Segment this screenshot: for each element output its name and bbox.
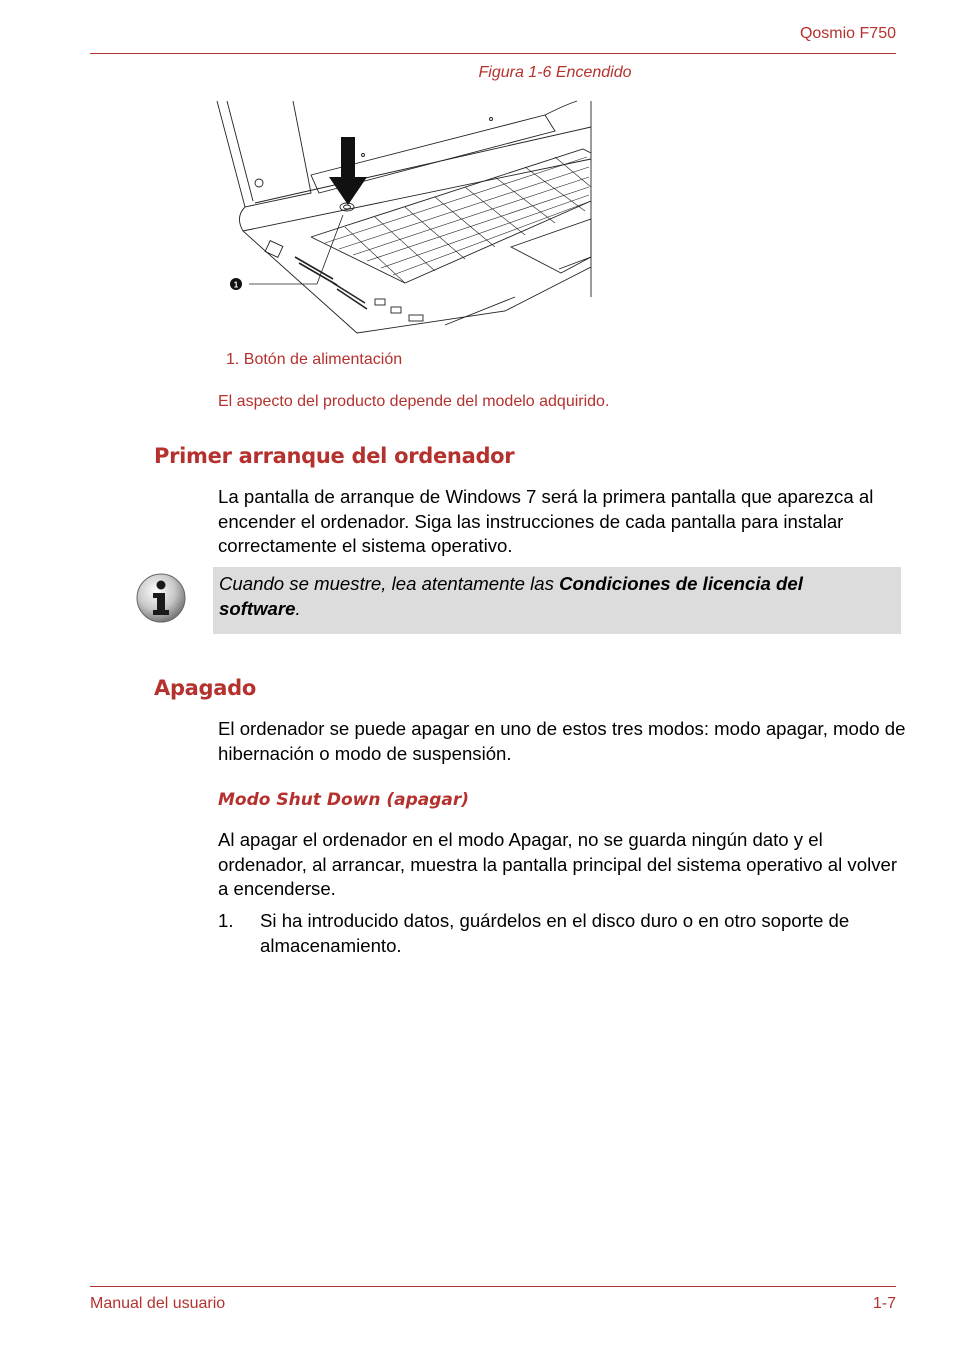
shutdown-mode-paragraph: Al apagar el ordenador en el modo Apagar, no se guarda ningún dato y el ordenador, al arrancar, muestra la pantalla principal del sistema operativo al volver a encenderse. — [218, 829, 898, 899]
info-icon — [133, 570, 189, 626]
footer-page-number: 1-7 — [872, 1295, 896, 1312]
section-heading-first-boot: Primer arranque del ordenador — [154, 444, 515, 468]
license-note-box — [213, 567, 901, 634]
section-heading-shutdown: Apagado — [154, 676, 257, 700]
laptop-power-illustration — [215, 97, 595, 342]
shutdown-paragraph: El ordenador se puede apagar en uno de estos tres modos: modo apagar, modo de hibernación o modo de suspensión. — [218, 718, 906, 764]
down-arrow-icon — [329, 137, 367, 205]
first-boot-paragraph: La pantalla de arranque de Windows 7 será la primera pantalla que aparezca al encender el ordenador. Siga las instrucciones de cada pantalla para instalar correctamente el sistema operativo. — [218, 486, 874, 556]
license-terms-emphasis: Condiciones de licencia del software — [219, 573, 803, 619]
subheading-shutdown-mode: Modo Shut Down (apagar) — [218, 790, 470, 810]
header-rule — [90, 53, 896, 54]
footer-rule — [90, 1286, 896, 1287]
appearance-note: El aspecto del producto depende del modelo adquirido. — [218, 393, 610, 410]
footer-manual-title: Manual del usuario — [90, 1295, 226, 1312]
header-title: Qosmio F750 — [799, 25, 896, 42]
figure-caption: Figura 1-6 Encendido — [478, 64, 632, 81]
list-item-number: 1. — [218, 910, 234, 931]
figure-legend: 1. Botón de alimentación — [226, 351, 403, 368]
license-note-text: Cuando se muestre, lea atentamente las Condiciones de licencia del software. — [219, 573, 803, 619]
list-item-text: Si ha introducido datos, guárdelos en el disco duro o en otro soporte de almacenamiento. — [260, 910, 850, 956]
callout-number: 1 — [233, 280, 239, 290]
